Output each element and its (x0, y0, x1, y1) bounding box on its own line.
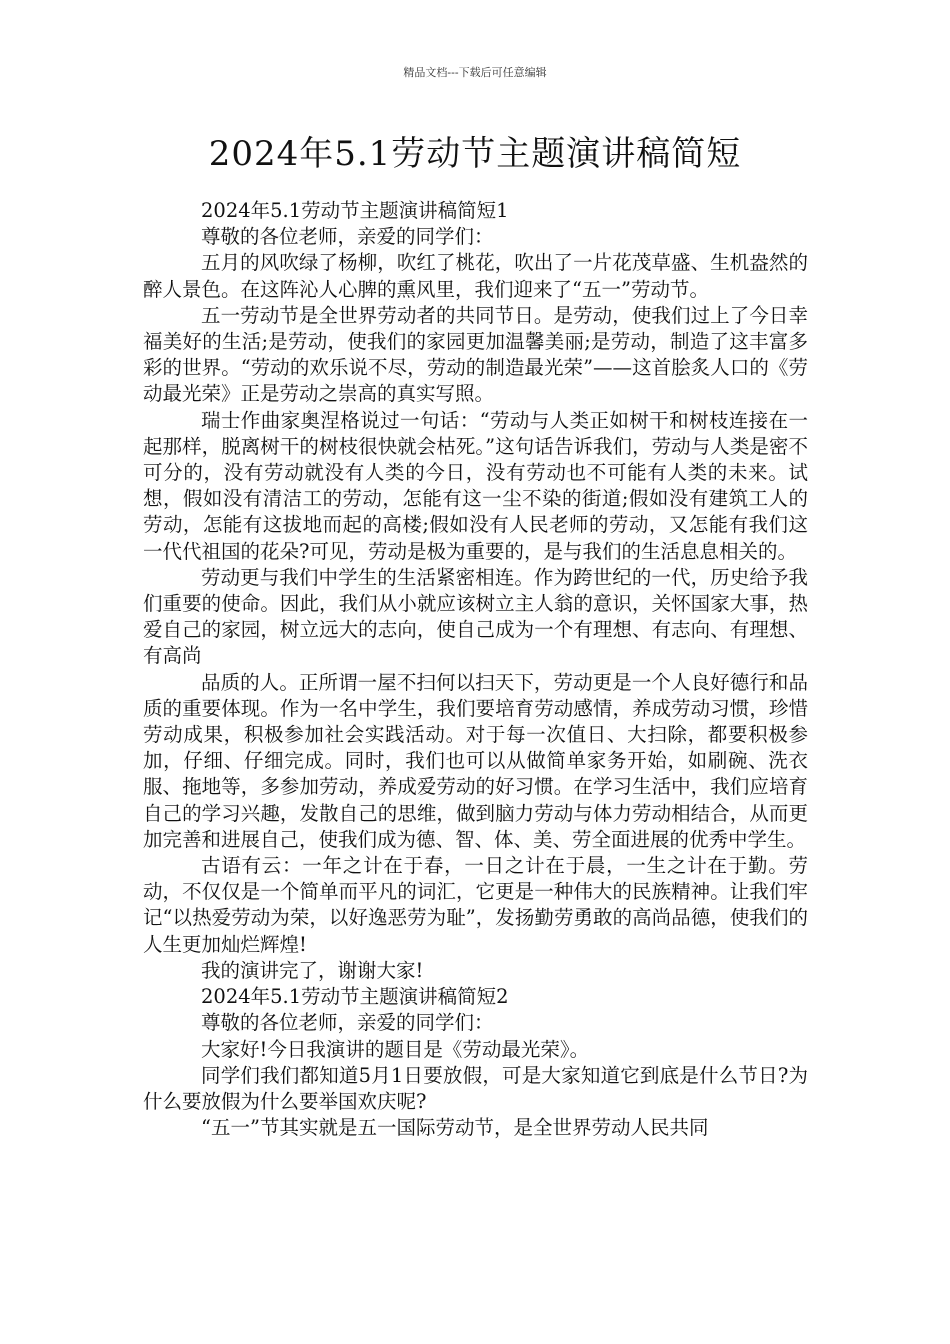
paragraph: 五月的风吹绿了杨柳，吹红了桃花，吹出了一片花茂草盛、生机盎然的醉人景色。在这阵沁人心脾的熏风里，我们迎来了“五一”劳动节。 (143, 251, 808, 301)
paragraph: 瑞士作曲家奥涅格说过一句话：“劳动与人类正如树干和树枝连接在一起那样，脱离树干的树枝很快就会枯死。”这句话告诉我们，劳动与人类是密不可分的，没有劳动就没有人类的今日，没有劳动也不可能有人类的未来。试想，假如没有清洁工的劳动，怎能有这一尘不染的街道;假如没有建筑工人的劳动，怎能有这拔地而起的高楼;假如没有人民老师的劳动，又怎能有我们这一代代祖国的花朵?可见，劳动是极为重要的，是与我们的生活息息相关的。 (143, 408, 808, 563)
paragraph: 品质的人。正所谓一屋不扫何以扫天下，劳动更是一个人良好德行和品质的重要体现。作为一名中学生，我们要培育劳动感情，养成劳动习惯，珍惜劳动成果，积极参加社会实践活动。对于每一次值日、大扫除，都要积极参加，仔细、仔细完成。同时，我们也可以从做简单家务开始，如刷碗、洗衣服、拖地等，多参加劳动，养成爱劳动的好习惯。在学习生活中，我们应培育自己的学习兴趣，发散自己的思维，做到脑力劳动与体力劳动相结合，从而更加完善和进展自己，使我们成为德、智、体、美、劳全面进展的优秀中学生。 (143, 670, 808, 851)
document-title: 2024年5.1劳动节主题演讲稿简短 (208, 134, 742, 174)
paragraph: 古语有云：一年之计在于春，一日之计在于晨，一生之计在于勤。劳动，不仅仅是一个简单而平凡的词汇，它更是一种伟大的民族精神。让我们牢记“以热爱劳动为荣，以好逸恶劳为耻”，发扬勤劳勇敢的高尚品德，使我们的人生更加灿烂辉煌! (143, 854, 808, 956)
paragraph-greeting-2: 尊敬的各位老师，亲爱的同学们： (201, 1011, 494, 1035)
paragraph-subtitle-2: 2024年5.1劳动节主题演讲稿简短2 (201, 985, 509, 1009)
paragraph: 大家好!今日我演讲的题目是《劳动最光荣》。 (201, 1037, 590, 1061)
paragraph: 劳动更与我们中学生的生活紧密相连。作为跨世纪的一代，历史给予我们重要的使命。因此，我们从小就应该树立主人翁的意识，关怀国家大事，热爱自己的家园，树立远大的志向，使自己成为一个有理想、有志向、有理想、有高尚 (143, 565, 808, 668)
paragraph-greeting-1: 尊敬的各位老师，亲爱的同学们： (201, 225, 494, 249)
paragraph: 同学们我们都知道5月1日要放假，可是大家知道它到底是什么节日?为什么要放假为什么要举国欢庆呢? (143, 1063, 808, 1113)
paragraph-closing: 我的演讲完了，谢谢大家! (201, 958, 424, 982)
paragraph: 五一劳动节是全世界劳动者的共同节日。是劳动，使我们过上了今日幸福美好的生活;是劳动，使我们的家园更加温馨美丽;是劳动，制造了这丰富多彩的世界。“劳动的欢乐说不尽，劳动的制造最光荣”——这首脍炙人口的《劳动最光荣》正是劳动之崇高的真实写照。 (143, 303, 808, 406)
paragraph: “五一”节其实就是五一国际劳动节，是全世界劳动人民共同 (201, 1116, 709, 1140)
document-body (143, 198, 808, 1141)
header-note: 精品文档---下载后可任意编辑 (403, 66, 547, 79)
paragraph-subtitle-1: 2024年5.1劳动节主题演讲稿简短1 (201, 199, 509, 222)
